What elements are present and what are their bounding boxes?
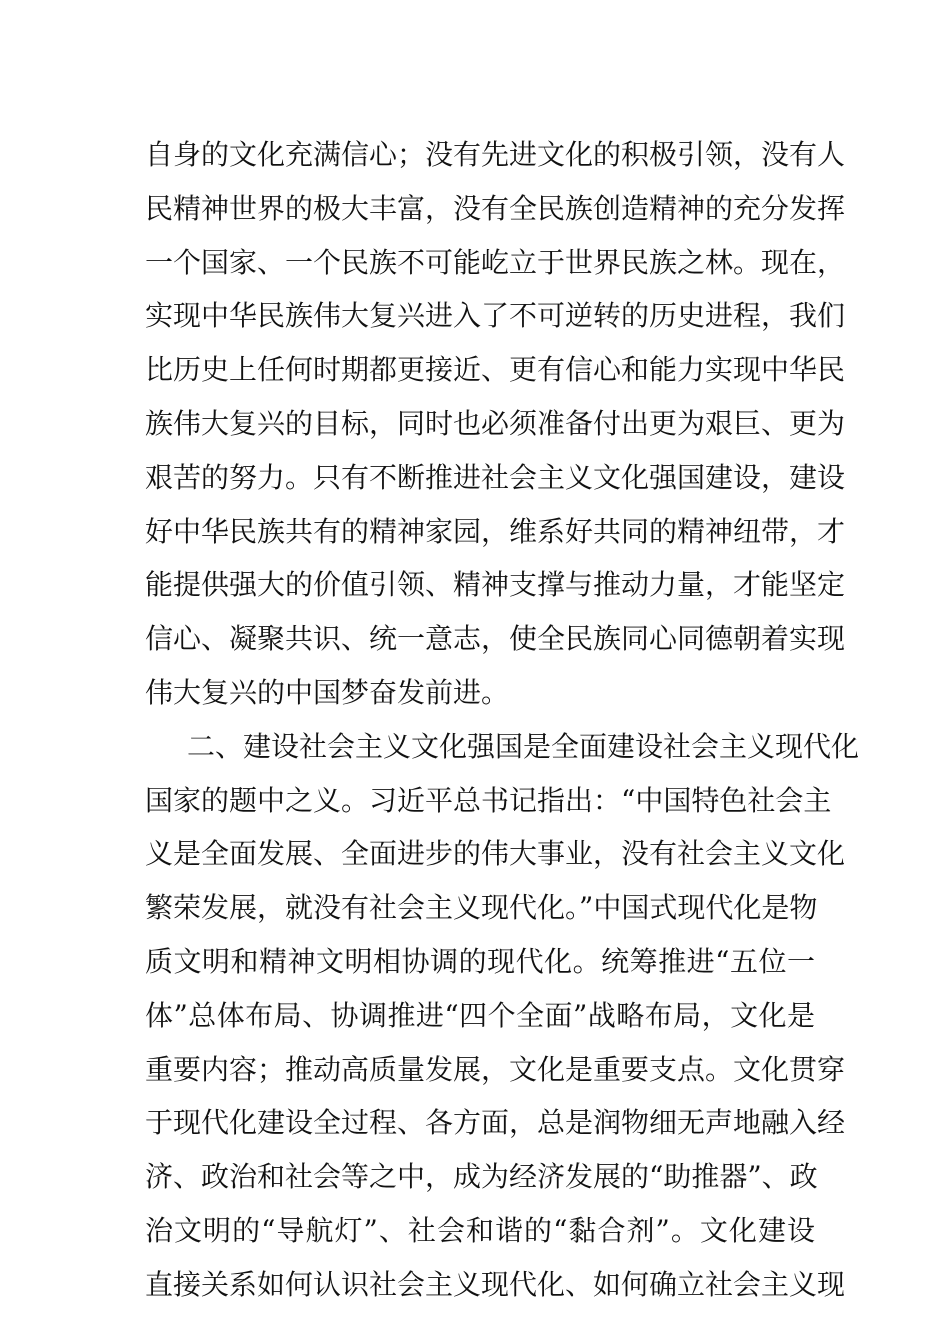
text-line: 比历史上任何时期都更接近、更有信心和能力实现中华民 — [145, 353, 846, 387]
text-line: 治文明的“导航灯”、社会和谐的“黏合剂”。文化建设 — [145, 1213, 815, 1247]
text-line: 艰苦的努力。只有不断推进社会主义文化强国建设，建设 — [145, 460, 846, 494]
text-line: 直接关系如何认识社会主义现代化、如何确立社会主义现 — [145, 1267, 846, 1301]
text-line: 重要内容；推动高质量发展，文化是重要支点。文化贯穿 — [145, 1052, 846, 1086]
body-text — [145, 128, 860, 1312]
text-line: 体”总体布局、协调推进“四个全面”战略布局，文化是 — [145, 998, 815, 1032]
text-line: 自身的文化充满信心；没有先进文化的积极引领，没有人 — [145, 138, 846, 171]
text-line: 质文明和精神文明相协调的现代化。统筹推进“五位一 — [145, 944, 815, 978]
text-line: 能提供强大的价值引领、精神支撑与推动力量，才能坚定 — [145, 568, 846, 602]
text-line: 实现中华民族伟大复兴进入了不可逆转的历史进程，我们 — [145, 299, 846, 333]
text-line: 繁荣发展，就没有社会主义现代化。”中国式现代化是物 — [145, 891, 818, 925]
text-line: 民精神世界的极大丰富，没有全民族创造精神的充分发挥 — [145, 191, 846, 225]
text-line: 于现代化建设全过程、各方面，总是润物细无声地融入经 — [145, 1106, 846, 1140]
section-two-heading-line: 二、建设社会主义文化强国是全面建设社会主义现代化 — [187, 729, 860, 763]
text-line: 信心、凝聚共识、统一意志，使全民族同心同德朝着实现 — [145, 622, 846, 656]
text-line: 济、政治和社会等之中，成为经济发展的“助推器”、政 — [145, 1160, 818, 1194]
text-line: 好中华民族共有的精神家园，维系好共同的精神纽带，才 — [145, 514, 846, 548]
text-line: 一个国家、一个民族不可能屹立于世界民族之林。现在， — [145, 245, 846, 279]
paragraph-end-line: 伟大复兴的中国梦奋发前进。 — [145, 675, 510, 709]
text-line: 义是全面发展、全面进步的伟大事业，没有社会主义文化 — [145, 837, 846, 871]
text-line: 族伟大复兴的目标，同时也必须准备付出更为艰巨、更为 — [145, 406, 846, 440]
text-line: 国家的题中之义。习近平总书记指出：“中国特色社会主 — [145, 783, 832, 817]
